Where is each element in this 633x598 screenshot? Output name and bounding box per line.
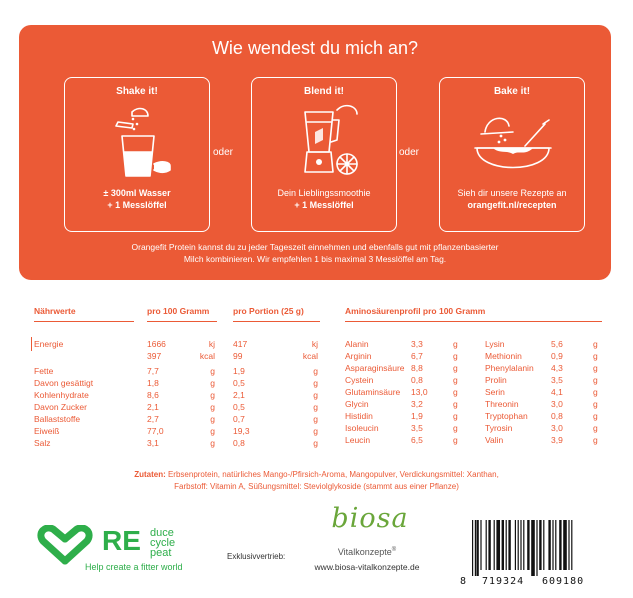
barcode-bar [502, 520, 504, 570]
per100-header: pro 100 Gramm [147, 306, 210, 316]
per100-unit: kj [208, 339, 215, 349]
amino-unit: g [453, 399, 458, 409]
barcode-bar [559, 520, 561, 570]
barcode-bar [531, 520, 535, 576]
nutrient-name: Fette [34, 366, 54, 376]
barcode-bar [480, 520, 481, 570]
portion-value: 0,8 [233, 438, 245, 448]
barcode-bar [486, 520, 487, 570]
barcode-bar [543, 520, 544, 570]
barcode-bar [568, 520, 569, 570]
barcode-bar [552, 520, 553, 570]
barcode-bar [472, 520, 473, 576]
barcode-bar [520, 520, 521, 570]
amino-unit: g [593, 411, 598, 421]
amino-unit: g [593, 375, 598, 385]
barcode-bar [494, 520, 495, 570]
barcode [470, 520, 600, 576]
card-line1: Sieh dir unsere Rezepte an [457, 188, 567, 198]
card-title: Shake it! [116, 86, 158, 97]
amino-value: 0,9 [551, 351, 563, 361]
amino-value: 6,5 [411, 435, 423, 445]
amino-value: 6,7 [411, 351, 423, 361]
per100-value: 397 [147, 351, 162, 361]
portion-value: 2,1 [233, 390, 245, 400]
barcode-bar [536, 520, 537, 576]
amino-unit: g [453, 375, 458, 385]
amino-row [0, 351, 633, 363]
card-blend [251, 77, 397, 232]
separator-oder: oder [399, 147, 420, 158]
card-line1: Dein Lieblingssmoothie [277, 188, 371, 198]
amino-unit: g [453, 339, 458, 349]
amino-row [0, 435, 633, 447]
per100-unit: g [210, 438, 215, 448]
card-line2: + 1 Messlöffel [107, 200, 167, 210]
per100-value: 1,8 [147, 378, 159, 388]
per100-value: 77,0 [147, 426, 164, 436]
biosa-subtitle [306, 547, 428, 557]
per100-value: 2,1 [147, 402, 159, 412]
nutrition-header: Nährwerte [34, 306, 76, 316]
barcode-digit: 8 [460, 576, 467, 587]
per100-value: 1666 [147, 339, 166, 349]
amino-unit: g [453, 411, 458, 421]
amino-unit: g [453, 363, 458, 373]
amino-name: Valin [485, 435, 504, 445]
amino-unit: g [593, 423, 598, 433]
recycle-word: duce [150, 527, 174, 539]
card-title: Bake it! [493, 86, 531, 97]
amino-name: Isoleucin [345, 423, 379, 433]
barcode-bar [548, 520, 550, 570]
ingredients-text: Farbstoff: Vitamin A, Süßungsmittel: Steviolglykoside (stammt aus einer Pflanze) [174, 482, 459, 491]
card-line2: + 1 Messlöffel [294, 200, 354, 210]
amino-value: 3,0 [551, 423, 563, 433]
amino-name: Serin [485, 387, 505, 397]
nutrient-name: Davon gesättigt [34, 378, 94, 388]
card-line1: ± 300ml Wasser [103, 188, 171, 198]
ingredients-label: Zutaten: [134, 470, 166, 479]
per100-unit: g [210, 414, 215, 424]
barcode-bar [518, 520, 519, 570]
blender-icon [275, 102, 375, 180]
per100-unit: g [210, 378, 215, 388]
barcode-bar [496, 520, 500, 570]
barcode-digits-left: 719324 [482, 576, 525, 587]
barcode-digits-right: 609180 [542, 576, 585, 587]
per100-unit: g [210, 366, 215, 376]
amino-header: Aminosäurenprofil pro 100 Gramm [345, 306, 486, 316]
barcode-bar [563, 520, 567, 570]
exclusive-label: Exklusivvertrieb: [227, 552, 286, 561]
registered-mark: ® [391, 547, 397, 553]
card-title: Blend it! [304, 86, 344, 97]
amino-name: Lysin [485, 339, 505, 349]
amino-name: Alanin [345, 339, 369, 349]
portion-value: 99 [233, 351, 243, 361]
recycle-heart-icon [33, 525, 97, 565]
separator-oder: oder [213, 147, 234, 158]
barcode-bar [506, 520, 507, 570]
per100-unit: kcal [199, 351, 215, 361]
divider [345, 321, 602, 322]
barcode-bar [515, 520, 516, 570]
per100-value: 7,7 [147, 366, 159, 376]
barcode-bar [488, 520, 490, 570]
amino-value: 3,3 [411, 339, 423, 349]
biosa-subtitle-text: Vitalkonzepte [337, 547, 392, 557]
amino-row [0, 411, 633, 423]
amino-name: Cystein [345, 375, 374, 385]
portion-unit: g [313, 390, 318, 400]
amino-value: 4,3 [551, 363, 563, 373]
biosa-logo: biosa [331, 503, 409, 534]
barcode-bar [508, 520, 510, 570]
card-shake [64, 77, 210, 232]
barcode-bar [539, 520, 541, 570]
portion-unit: kcal [302, 351, 318, 361]
portion-unit: g [313, 426, 318, 436]
portion-unit: g [313, 402, 318, 412]
recycle-tagline: Help create a fitter world [85, 562, 183, 572]
amino-row [0, 339, 633, 351]
portion-header: pro Portion (25 g) [233, 306, 304, 316]
amino-value: 3,0 [551, 399, 563, 409]
amino-unit: g [593, 363, 598, 373]
amino-name: Arginin [345, 351, 372, 361]
amino-row [0, 423, 633, 435]
amino-name: Glycin [345, 399, 369, 409]
amino-value: 3,2 [411, 399, 423, 409]
amino-value: 4,1 [551, 387, 563, 397]
panel-description [49, 241, 581, 265]
recycle-word: cycle [150, 537, 176, 549]
description-line: Milch kombinieren. Wir empfehlen 1 bis maximal 3 Messlöffel am Tag. [183, 254, 447, 264]
portion-unit: kj [311, 339, 318, 349]
amino-name: Leucin [345, 435, 371, 445]
recycle-words [150, 528, 175, 558]
amino-name: Asparaginsäure [345, 363, 405, 373]
amino-name: Tyrosin [485, 423, 513, 433]
portion-unit: g [313, 414, 318, 424]
nutrient-name: Ballaststoffe [34, 414, 81, 424]
shaker-icon [88, 102, 188, 180]
barcode-bar [527, 520, 529, 570]
amino-unit: g [453, 351, 458, 361]
nutrient-name: Kohlenhydrate [34, 390, 89, 400]
amino-name: Threonin [485, 399, 519, 409]
amino-value: 3,5 [551, 375, 563, 385]
barcode-bar [571, 520, 572, 570]
amino-row [0, 363, 633, 375]
amino-unit: g [593, 387, 598, 397]
ingredients [60, 469, 573, 493]
description-line: Orangefit Protein kannst du zu jeder Tageszeit einnehmen und ebenfalls gut mit pflanzenbasierter [131, 242, 499, 252]
amino-unit: g [453, 423, 458, 433]
barcode-bar [476, 520, 478, 576]
per100-value: 2,7 [147, 414, 159, 424]
amino-value: 3,5 [411, 423, 423, 433]
amino-unit: g [593, 351, 598, 361]
nutrient-name: Davon Zucker [34, 402, 87, 412]
amino-unit: g [593, 339, 598, 349]
amino-name: Phenylalanin [485, 363, 534, 373]
portion-value: 0,5 [233, 378, 245, 388]
amino-unit: g [453, 435, 458, 445]
amino-value: 3,9 [551, 435, 563, 445]
portion-value: 417 [233, 339, 248, 349]
portion-value: 0,7 [233, 414, 245, 424]
amino-name: Tryptophan [485, 411, 528, 421]
per100-unit: g [210, 390, 215, 400]
per100-unit: g [210, 426, 215, 436]
portion-value: 19,3 [233, 426, 250, 436]
amino-value: 0,8 [551, 411, 563, 421]
portion-value: 1,9 [233, 366, 245, 376]
amino-row [0, 387, 633, 399]
amino-row [0, 375, 633, 387]
amino-value: 13,0 [411, 387, 428, 397]
portion-unit: g [313, 378, 318, 388]
recycle-word: peat [150, 547, 172, 559]
ingredients-text: Erbsenprotein, natürliches Mango-/Pfirsich-Aroma, Mangopulver, Verdickungsmittel: Xanthan, [165, 470, 499, 479]
nutrient-name: Energie [34, 339, 64, 349]
card-bake [439, 77, 585, 232]
divider [233, 321, 320, 322]
amino-name: Histidin [345, 411, 373, 421]
amino-row [0, 399, 633, 411]
amino-value: 0,8 [411, 375, 423, 385]
biosa-url[interactable]: www.biosa-vitalkonzepte.de [314, 562, 420, 572]
barcode-bar [523, 520, 524, 570]
per100-unit: g [210, 402, 215, 412]
amino-value: 8,8 [411, 363, 423, 373]
portion-unit: g [313, 438, 318, 448]
nutrient-name: Eiweiß [34, 426, 60, 436]
amino-name: Methionin [485, 351, 522, 361]
usage-panel [19, 25, 611, 280]
recipes-link[interactable]: orangefit.nl/recepten [467, 200, 557, 210]
divider [34, 321, 134, 322]
amino-value: 5,6 [551, 339, 563, 349]
nutrient-name: Salz [34, 438, 51, 448]
amino-unit: g [593, 435, 598, 445]
portion-value: 0,5 [233, 402, 245, 412]
portion-unit: g [313, 366, 318, 376]
divider [147, 321, 217, 322]
amino-value: 1,9 [411, 411, 423, 421]
amino-name: Prolin [485, 375, 507, 385]
per100-value: 8,6 [147, 390, 159, 400]
amino-unit: g [593, 399, 598, 409]
amino-name: Glutaminsäure [345, 387, 401, 397]
panel-title: Wie wendest du mich an? [211, 38, 419, 58]
barcode-bar [555, 520, 556, 570]
amino-unit: g [453, 387, 458, 397]
recycle-logo-text: RE [102, 525, 141, 556]
bowl-icon [463, 102, 563, 180]
per100-value: 3,1 [147, 438, 159, 448]
barcode-bar [475, 520, 476, 576]
